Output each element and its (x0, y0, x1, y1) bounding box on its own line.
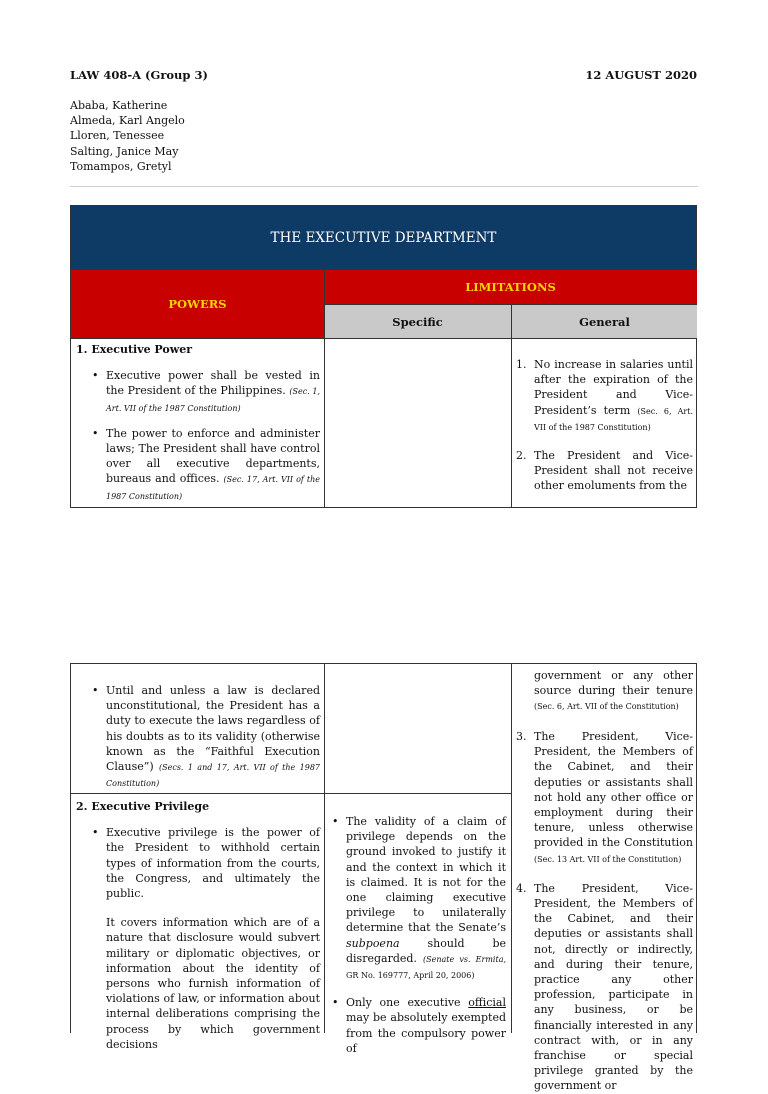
executive-table-part-2 (70, 663, 697, 1093)
list-item (328, 814, 506, 983)
table-title: THE EXECUTIVE DEPARTMENT (71, 206, 696, 269)
limitation-text: The President, Vice-President, the Members of the Cabinet, and their deputies or assistants shall not, directly or indirectly, and during their tenure, practice any other profession, participate in any business, or be financially interested in any contract with, or in any franchise or special privilege granted by the government or (534, 881, 693, 1093)
citation: (Secs. 1 and 17, Art. VII of the 1987 Constitution) (106, 763, 321, 789)
emphasis-text: subpoena (346, 936, 400, 950)
limitation-text: The President and Vice-President shall not receive other emoluments from the (534, 449, 693, 493)
list-item (88, 368, 320, 416)
table-rule (71, 338, 696, 339)
citation: (Sec. 6, Art. VII of the 1987 Constitution) (534, 406, 693, 432)
power-text: Until and unless a law is declared unconstitutional, the President has a duty to execute the laws regardless of his doubts as to its validity (otherwise known as the “Faithful Execution Clause”) (106, 684, 320, 774)
author-list (70, 98, 185, 174)
course-label: LAW 408-A (Group 3) (70, 68, 208, 82)
list-item: 4. The President, Vice-President, the Members of the Cabinet, and their deputies or assistants shall not, directly or indirectly, and during their tenure, practice any other profession, participate in any business, or be financially interested in any contract with, or in any franchise or special privilege granted by the government or (516, 881, 693, 1093)
author-name: Lloren, Tenessee (70, 129, 165, 143)
general-header: General (512, 305, 697, 338)
power-paragraph: It covers information which are of a nature that disclosure would subvert military or diplomatic objectives, or information about the identity of persons who furnish information of violations of law, or information about internal deliberations comprising the process by which government decisions (106, 916, 320, 1051)
citation: GR No. 169777, April 20, 2006) (346, 971, 475, 981)
limitation-text: The President, Vice-President, the Members of the Cabinet, and their deputies or assistants shall not hold any other office or employment during their tenure, unless otherwise provided in the Constitution (534, 730, 693, 850)
header-divider (70, 186, 698, 187)
specific-cell (328, 814, 506, 1056)
specific-header: Specific (324, 305, 511, 338)
limitation-text: No increase in salaries until after the expiration of the President and Vice-President’s term (534, 358, 693, 417)
table-rule (71, 269, 696, 270)
table-rule (511, 664, 512, 1033)
powers-cell (76, 683, 320, 791)
author-name: Almeda, Karl Angelo (70, 114, 185, 128)
table-rule (71, 793, 511, 794)
power-text: The power to enforce and administer laws; The President shall have control over all executive departments, bureaus and offices. (106, 426, 320, 486)
powers-cell (76, 799, 320, 1052)
list-item: 1. No increase in salaries until after the expiration of the President and Vice-President’s term (Sec. 6, Art. VII of the 1987 Constitution) (516, 358, 693, 432)
citation: (Sec. 17, Art. VII of the 1987 Constitution) (106, 475, 320, 501)
table-rule (324, 304, 696, 305)
citation: (Sec. 13 Art. VII of the Constitution) (534, 854, 682, 864)
powers-header: POWERS (71, 269, 324, 338)
table-rule (324, 269, 325, 507)
table-rule (324, 664, 325, 1033)
limitation-text: should be disregarded. (346, 936, 507, 965)
citation: (Senate vs. Ermita, (423, 954, 506, 964)
list-item (88, 683, 320, 791)
list-item (88, 426, 320, 504)
table-rule (511, 304, 512, 507)
general-cell (516, 729, 693, 1094)
powers-cell (76, 342, 320, 504)
citation: (Sec. 6, Art. VII of the Constitution) (534, 702, 679, 712)
list-item (328, 995, 506, 1056)
underlined-text: official (468, 996, 506, 1010)
author-name: Salting, Janice May (70, 144, 179, 158)
list-item (88, 825, 320, 901)
list-item: 3. The President, Vice-President, the Members of the Cabinet, and their deputies or assistants shall not hold any other office or employment during their tenure, unless otherwise provided in the Constitution (Sec. 13 Art. VII of the Constitution) (516, 730, 693, 864)
author-name: Ababa, Katherine (70, 99, 168, 112)
general-cell (516, 357, 693, 494)
executive-power-heading: 1. Executive Power (76, 343, 193, 356)
executive-table-part-1 (70, 205, 697, 508)
general-cell (534, 668, 693, 715)
citation: (Sec. 1, Art. VII of the 1987 Constitution) (106, 387, 320, 413)
power-text: Executive power shall be vested in the President of the Philippines. (106, 369, 320, 398)
power-text: Executive privilege is the power of the President to withhold certain types of information from the courts, the Congress, and ultimately the public. (106, 826, 320, 901)
limitation-text: Only one executive (346, 996, 461, 1010)
limitation-text: may be absolutely exempted from the compulsory power of (346, 1011, 506, 1055)
limitations-header: LIMITATIONS (324, 269, 697, 304)
list-item: 2. The President and Vice-President shall not receive other emoluments from the (516, 449, 693, 493)
limitation-text: government or any other source during their tenure (534, 669, 693, 698)
executive-privilege-heading: 2. Executive Privilege (76, 800, 210, 813)
author-name: Tomampos, Gretyl (70, 159, 172, 173)
document-date: 12 AUGUST 2020 (585, 68, 697, 82)
limitation-text: The validity of a claim of privilege depends on the ground invoked to justify it and the context in which it is claimed. It is not for the one claiming executive privilege to unilaterally determine that the Senate’s (346, 815, 506, 935)
